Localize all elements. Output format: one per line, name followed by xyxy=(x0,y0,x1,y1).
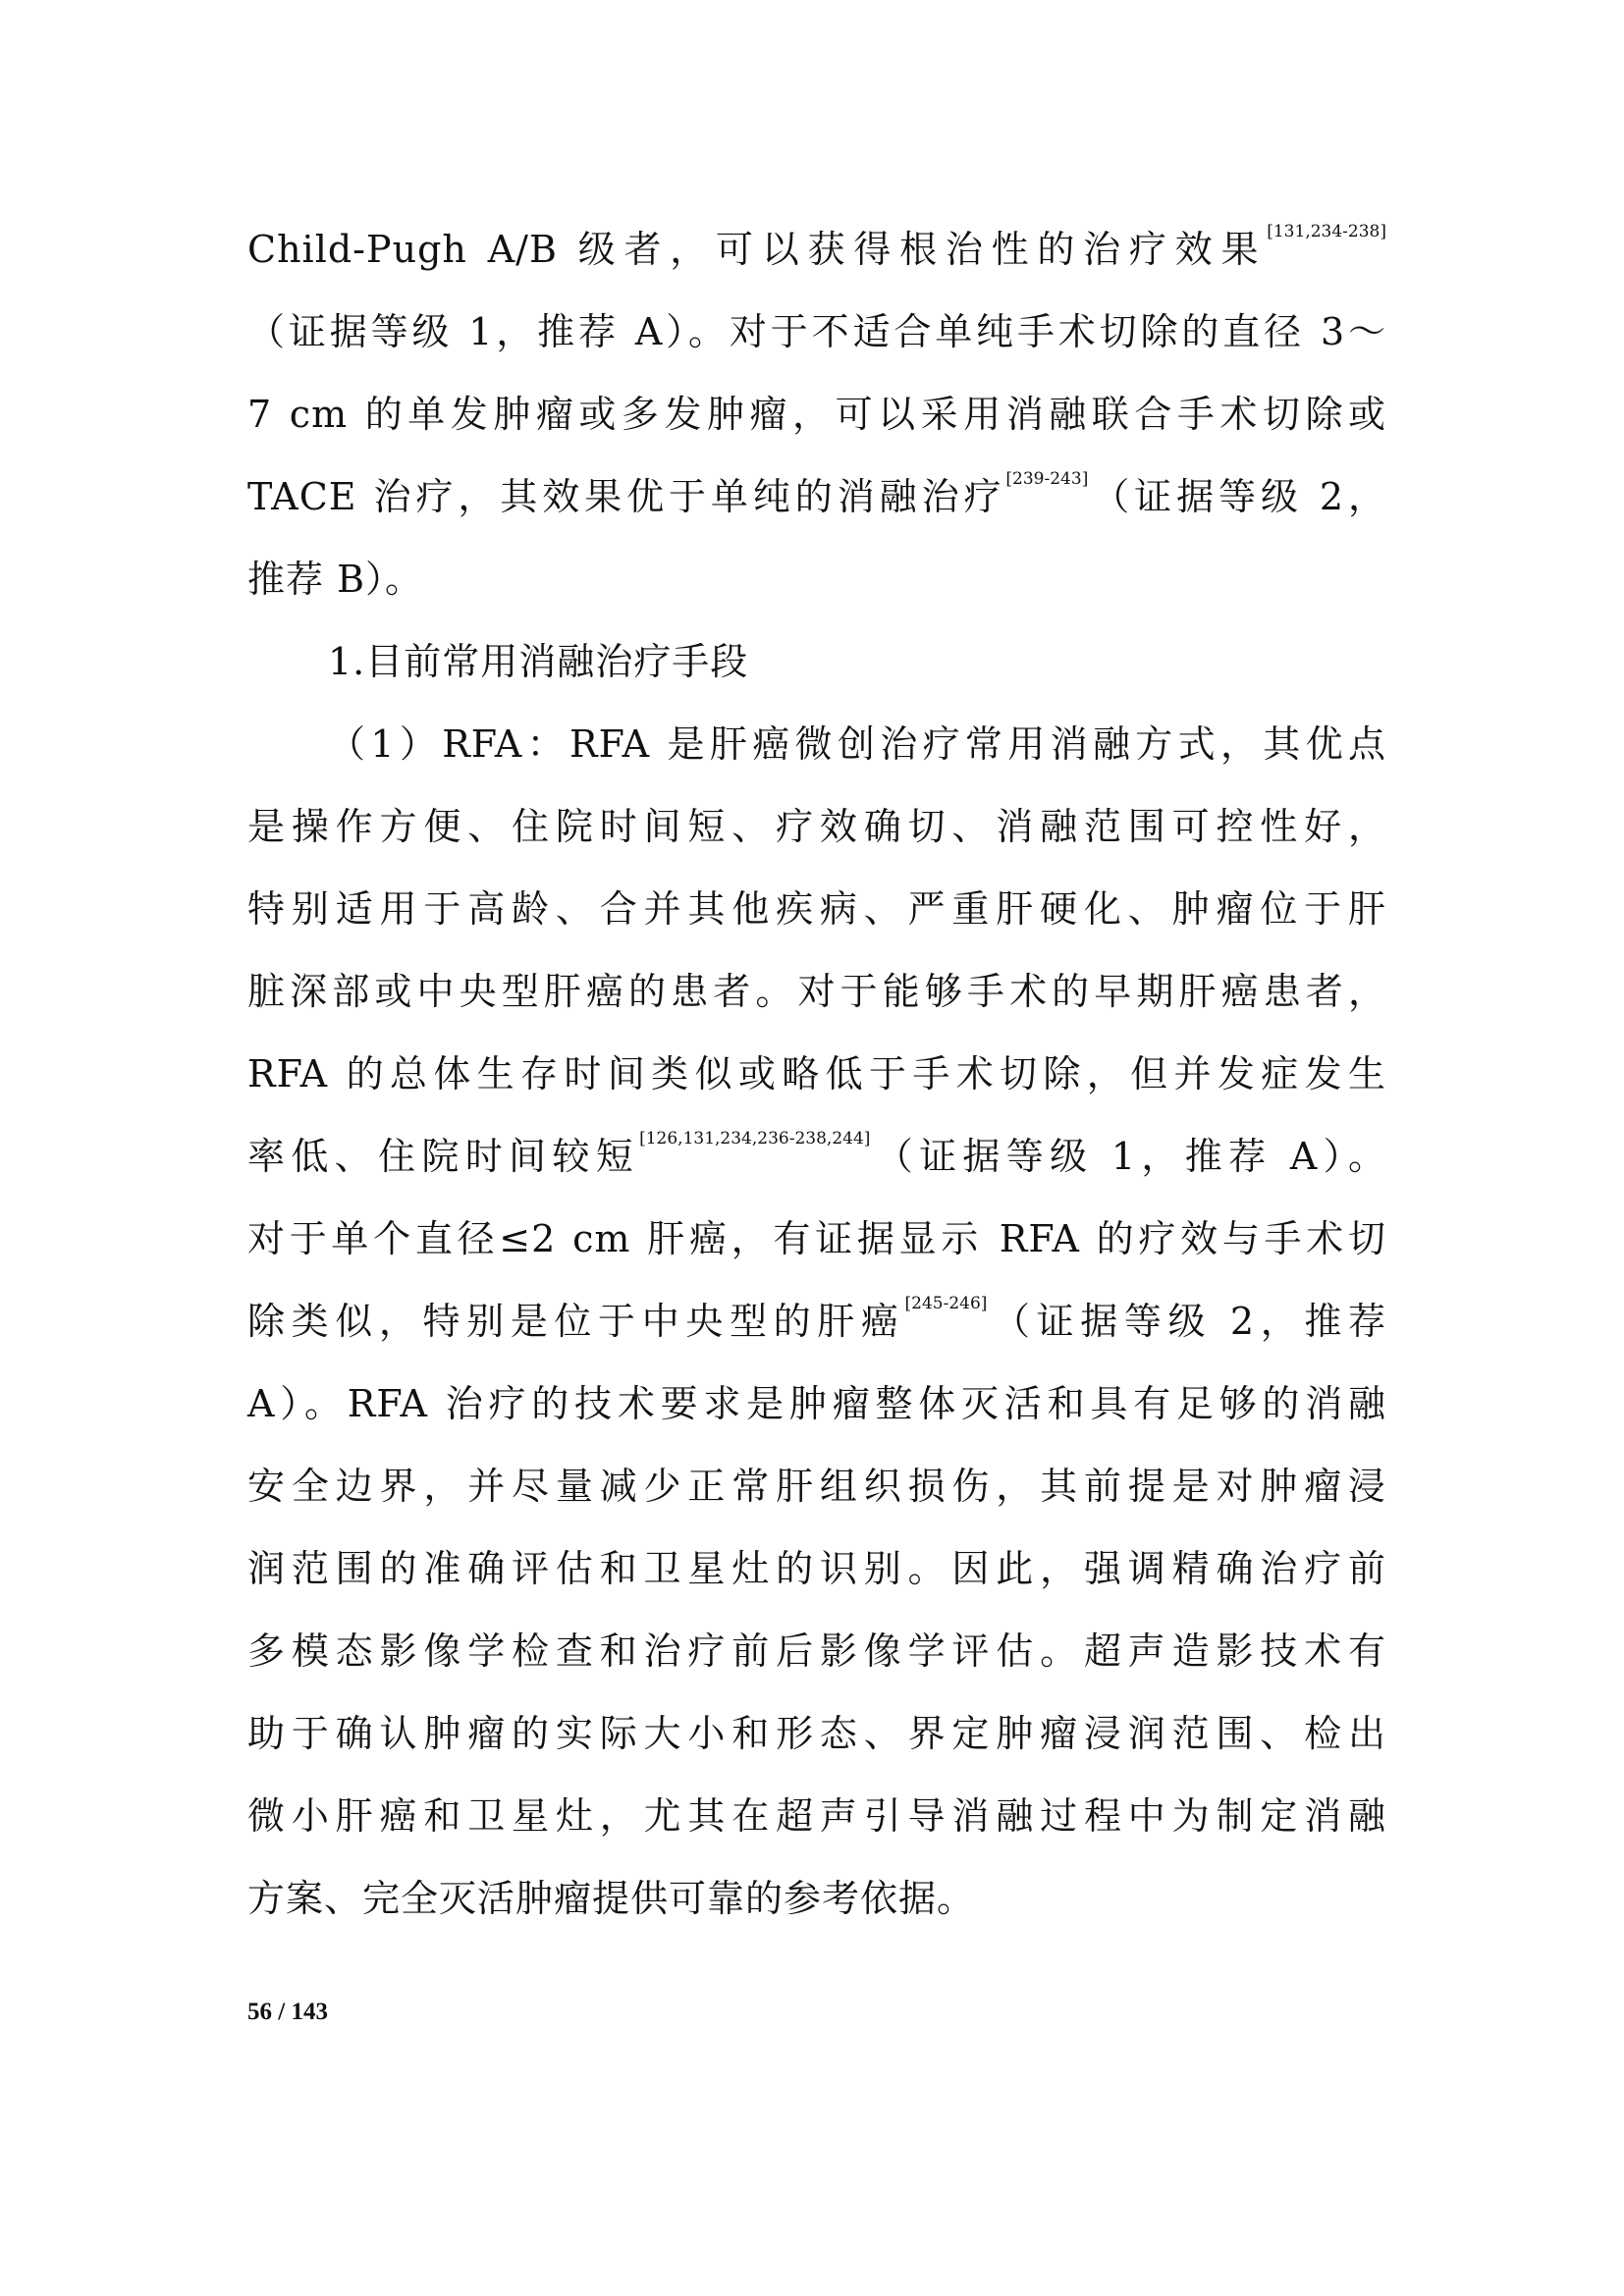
text-line-4 xyxy=(247,455,1386,538)
text-line-5 xyxy=(247,538,1386,620)
line-text: 率低、住院时间较短 xyxy=(247,1135,640,1178)
line-text: 是操作方便、住院时间短、疗效确切、消融范围可控性好， xyxy=(247,805,1386,848)
line-text: 除类似，特别是位于中央型的肝癌 xyxy=(247,1300,905,1343)
line-text: 微小肝癌和卫星灶，尤其在超声引导消融过程中为制定消融 xyxy=(247,1794,1386,1838)
text-line-11 xyxy=(247,1033,1386,1115)
text-line-1 xyxy=(247,208,1386,291)
citation: [131,234-238] xyxy=(1267,222,1386,241)
page-number: 56 / 143 xyxy=(247,1999,328,2025)
line-text: 润范围的准确评估和卫星灶的识别。因此，强调精确治疗前 xyxy=(247,1547,1386,1590)
line-text: （证据等级 1，推荐 A）。对于不适合单纯手术切除的直径 3～ xyxy=(247,310,1386,353)
line-text: TACE 治疗，其效果优于单纯的消融治疗 xyxy=(247,475,1006,518)
text-line-16 xyxy=(247,1445,1386,1527)
line-text: 多模态影像学检查和治疗前后影像学评估。超声造影技术有 xyxy=(247,1629,1386,1673)
line-text-after: （证据等级 2，推荐 xyxy=(987,1300,1386,1343)
line-text: 脏深部或中央型肝癌的患者。对于能够手术的早期肝癌患者， xyxy=(247,970,1386,1013)
text-line-3 xyxy=(247,373,1386,455)
text-line-20 xyxy=(247,1775,1386,1857)
line-text: RFA 的总体生存时间类似或略低于手术切除，但并发症发生 xyxy=(247,1052,1386,1095)
text-line-7 xyxy=(328,703,1386,785)
text-line-19 xyxy=(247,1692,1386,1775)
text-line-13 xyxy=(247,1198,1386,1280)
line-text: 对于单个直径≤2 cm 肝癌，有证据显示 RFA 的疗效与手术切 xyxy=(247,1217,1386,1260)
line-text: 7 cm 的单发肿瘤或多发肿瘤，可以采用消融联合手术切除或 xyxy=(247,393,1386,436)
line-text: 特别适用于高龄、合并其他疾病、严重肝硬化、肿瘤位于肝 xyxy=(247,887,1386,931)
text-line-18 xyxy=(247,1610,1386,1692)
line-text: Child-Pugh A/B 级者，可以获得根治性的治疗效果 xyxy=(247,228,1268,271)
line-text: 推荐 B）。 xyxy=(247,558,424,601)
line-text-after: （证据等级 1，推荐 A）。 xyxy=(870,1135,1386,1178)
citation: [245-246] xyxy=(904,1294,988,1313)
citation: [239-243] xyxy=(1005,469,1089,489)
line-text: 安全边界，并尽量减少正常肝组织损伤，其前提是对肿瘤浸 xyxy=(247,1465,1386,1508)
text-line-9 xyxy=(247,868,1386,950)
text-line-15 xyxy=(247,1362,1386,1445)
text-line-10 xyxy=(247,950,1386,1033)
line-text: 方案、完全灭活肿瘤提供可靠的参考依据。 xyxy=(247,1877,976,1920)
line-text: A）。RFA 治疗的技术要求是肿瘤整体灭活和具有足够的消融 xyxy=(247,1382,1386,1425)
text-line-2 xyxy=(247,291,1386,373)
citation: [126,131,234,236-238,244] xyxy=(639,1129,871,1148)
text-line-12 xyxy=(247,1115,1386,1198)
line-text: （1）RFA：RFA 是肝癌微创治疗常用消融方式，其优点 xyxy=(328,722,1386,766)
line-text-after: （证据等级 2， xyxy=(1088,475,1386,518)
text-line-8 xyxy=(247,785,1386,868)
section-heading xyxy=(328,620,1386,703)
text-line-17 xyxy=(247,1527,1386,1610)
line-text: 助于确认肿瘤的实际大小和形态、界定肿瘤浸润范围、检出 xyxy=(247,1712,1386,1755)
text-line-14 xyxy=(247,1280,1386,1362)
heading-text: 1.目前常用消融治疗手段 xyxy=(328,640,749,683)
text-line-21 xyxy=(247,1857,1386,1940)
